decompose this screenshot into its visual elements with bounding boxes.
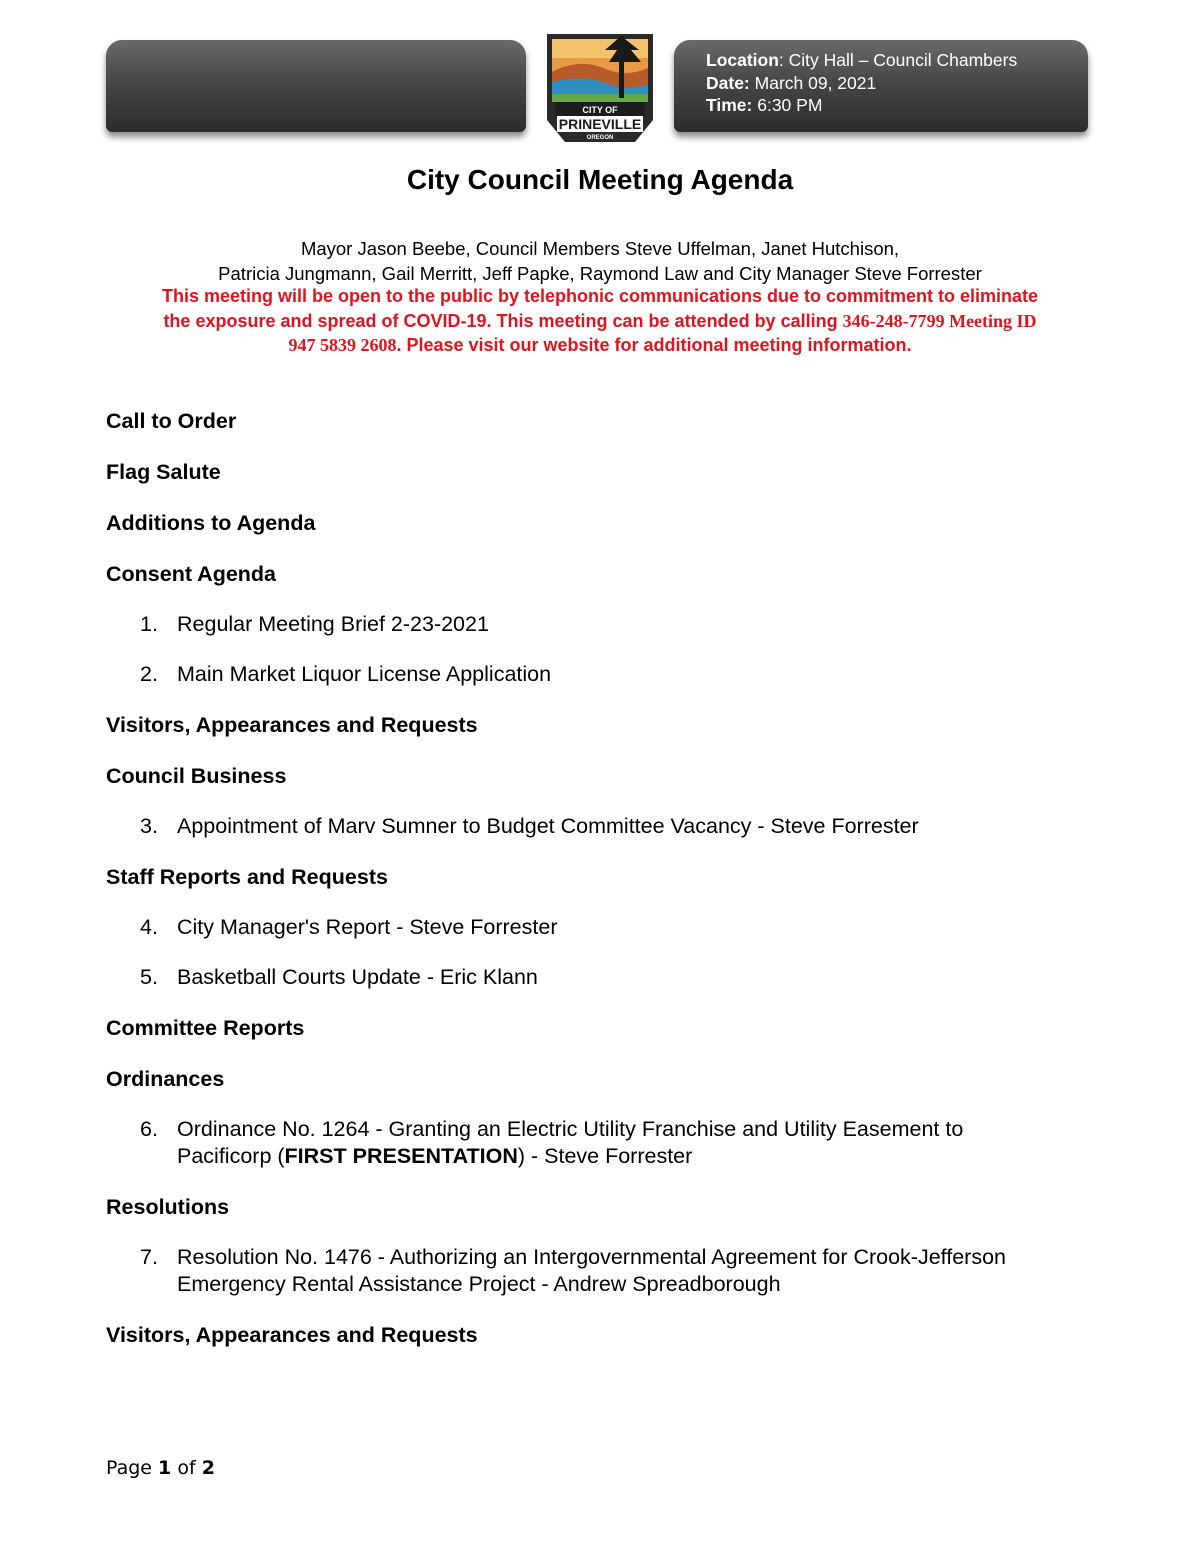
agenda-item-1: 1. Regular Meeting Brief 2-23-2021: [140, 612, 489, 636]
notice-line-1: This meeting will be open to the public by telephonic communications due to commitment to eliminate: [161, 286, 1039, 306]
covid-notice: [100, 284, 1100, 358]
section-flag-salute: Flag Salute: [106, 460, 221, 484]
section-visitors-2: Visitors, Appearances and Requests: [106, 1323, 478, 1347]
page-title: City Council Meeting Agenda: [406, 164, 794, 195]
notice-line-3: 947 5839 2608. Please visit our website for additional meeting information.: [288, 335, 912, 355]
agenda-item-5: 5. Basketball Courts Update - Eric Klann: [140, 965, 538, 989]
agenda-list: [106, 407, 1106, 1372]
section-committee-reports: Committee Reports: [106, 1016, 305, 1040]
agenda-item-7: 7. Resolution No. 1476 - Authorizing an Intergovernmental Agreement for Crook-Jefferson Emergency Rental Assistance Project - Andrew Spreadborough: [140, 1245, 1007, 1296]
location-line: Location: City Hall – Council Chambers: [706, 50, 1018, 70]
section-additions: Additions to Agenda: [106, 511, 316, 535]
section-resolutions: Resolutions: [106, 1195, 230, 1219]
section-staff-reports: Staff Reports and Requests: [106, 865, 388, 889]
section-ordinances: Ordinances: [106, 1067, 225, 1091]
section-visitors: Visitors, Appearances and Requests: [106, 713, 478, 737]
city-logo: [539, 28, 661, 146]
meeting-details: [706, 49, 1086, 117]
agenda-item-4: 4. City Manager's Report - Steve Forrester: [140, 915, 558, 939]
attendees-line-2: Patricia Jungmann, Gail Merritt, Jeff Papke, Raymond Law and City Manager Steve Forrester: [218, 263, 982, 284]
header-banner-left: [106, 40, 526, 132]
logo-text-city-of: CITY OF: [582, 105, 618, 115]
logo-text-oregon: OREGON: [586, 135, 614, 141]
notice-line-2: the exposure and spread of COVID-19. This meeting can be attended by calling 346-248-7799 Meeting ID: [163, 310, 1037, 331]
section-call-to-order: Call to Order: [106, 409, 237, 433]
date-line: Date: March 09, 2021: [706, 72, 877, 93]
meeting-id-number: 947 5839 2608: [288, 335, 397, 355]
phone-meeting-id: 346-248-7799 Meeting ID: [842, 310, 1037, 331]
logo-text-prineville: PRINEVILLE: [558, 116, 642, 132]
page-number: Page 1 of 2: [106, 1457, 215, 1479]
agenda-item-2: 2. Main Market Liquor License Application: [140, 662, 552, 686]
agenda-item-6: 6. Ordinance No. 1264 - Granting an Electric Utility Franchise and Utility Easement to Pacificorp (FIRST PRESENTATION) - Steve Forrester: [140, 1117, 964, 1168]
section-council-business: Council Business: [106, 764, 287, 788]
section-consent-agenda: Consent Agenda: [106, 562, 277, 586]
time-line: Time: 6:30 PM: [706, 95, 823, 115]
attendees-line-1: Mayor Jason Beebe, Council Members Steve Uffelman, Janet Hutchison,: [300, 238, 900, 259]
agenda-item-3: 3. Appointment of Marv Sumner to Budget Committee Vacancy - Steve Forrester: [140, 814, 919, 838]
first-presentation-label: FIRST PRESENTATION: [284, 1144, 518, 1168]
attendees: [100, 236, 1100, 286]
